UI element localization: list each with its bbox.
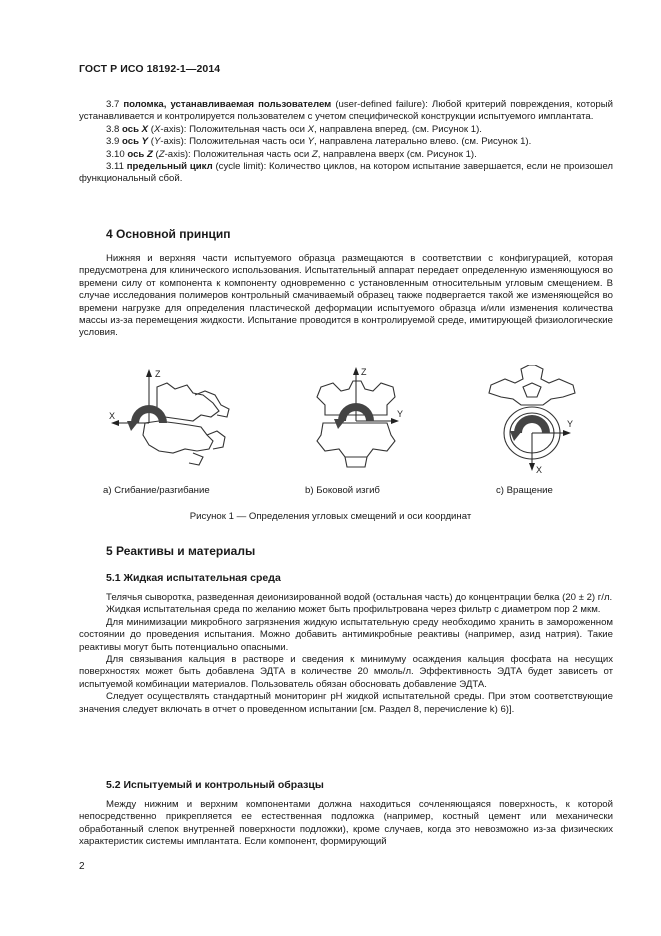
figure-1b-lateral-bending-illustration [301,365,411,470]
section-5-1-heading: 5.1 Жидкая испытательная среда [106,572,281,584]
section-5-heading: 5 Реактивы и материалы [106,544,256,558]
paragraph: Нижняя и верхняя части испытуемого образца размещаются в соответствии с конфигурацией, которая предусмотрена для клинического использования. Испытательный аппарат передает определенную изменяющуюся во времени силу от компонента к компоненту одновременно с установленным относительным угловым смещением. В случае исследования полимеров контрольный смачиваемый образец также подвергается такой же изменяющейся во времени нагрузке для определения пластической деформации испытуемого образца и/или изменения количества массы из-за перемещения жидкости. Испытание проводится в контролируемой среде, имитирующей физиологические условия. [79,253,613,339]
definition-3-11: 3.11 предельный цикл (cycle limit): Количество циклов, на котором испытание завершается, если не произошел функциональный сбой. [79,161,613,185]
term: поломка, устанавливаемая пользователем [123,99,332,110]
axis-z-label: Z [361,367,367,377]
section-5-2-heading: 5.2 Испытуемый и контрольный образцы [106,779,324,791]
definition-3-8: 3.8 ось X (X-axis): Положительная часть оси X, направлена вперед. (см. Рисунок 1). [106,123,482,135]
page-number: 2 [79,861,85,872]
paragraph: Для минимизации микробного загрязнения жидкую испытательную среду необходимо хранить в замороженном состоянии до проведения испытания. Можно добавить антимикробные реактивы (например, азид натрия). Такие реактивы могут быть потенциально опасными. [79,616,613,653]
document-header: ГОСТ Р ИСО 18192-1—2014 [79,63,221,75]
definition-3-10: 3.10 ось Z (Z-axis): Положительная часть оси Z, направлена вверх (см. Рисунок 1). [106,148,477,160]
paragraph: Следует осуществлять стандартный мониторинг рН жидкой испытательной среды. При этом соответствующие значения следует включать в отчет о проведенном испытании [см. Раздел 8, перечисление k) 6)]. [79,691,613,715]
paragraph: Телячья сыворотка, разведенная деионизированной водой (остальная часть) до концентрации белка (20 ± 2) г/л. [106,592,613,603]
axis-y-label: Y [567,419,574,429]
section-4-body [79,253,613,340]
axis-x-label: X [536,465,543,475]
axis-z-label: Z [155,369,161,379]
axis-x-label: X [109,411,116,421]
figure-1c-caption: с) Вращение [496,485,553,496]
section-4-heading: 4 Основной принцип [106,227,231,241]
figure-1b-caption: b) Боковой изгиб [305,485,380,496]
axis-y-label: Y [397,409,404,419]
paragraph: Между нижним и верхним компонентами должна находиться сочленяющаяся поверхность, к которой непосредственно прикрепляется ее естественная подложка (например, костный цемент или механически обработанный слепок внутренней поверхности подложки), кроме случаев, когда это невозможно из-за физических характеристик системы имплантата. Если компонент, формирующий [79,799,613,848]
definitions-block [79,99,613,186]
figure-1 [79,365,613,496]
paragraph: Для связывания кальция в растворе и сведения к минимуму осаждения кальция фосфата на несущих поверхностях может быть добавлена ЭДТА в количестве 20 ммоль/л. Эффективность ЭДТА будет зависеть от испытуемой комбинации материалов. Пользователь обязан обосновать добавление ЭДТА. [79,654,613,690]
figure-1a-flexion-illustration [109,365,239,470]
section-5-1-body [79,592,613,716]
section-5-2-body [79,799,613,849]
figure-1c-rotation-illustration [477,365,587,475]
figure-1-title: Рисунок 1 — Определения угловых смещений и оси координат [189,511,472,522]
definition-3-9: 3.9 ось Y (Y-axis): Положительная часть оси Y, направлена латерально влево. (см. Рисунок 1). [106,136,532,148]
figure-1a-caption: а) Сгибание/разгибание [103,485,210,496]
definition-3-7: 3.7 поломка, устанавливаемая пользователем (user-defined failure): Любой критерий повреждения, который устанавливается и контролируется пользователем с учетом специфической конструкции испытуемого имплантата. [79,99,613,123]
paragraph: Жидкая испытательная среда по желанию может быть профильтрована через фильтр с диаметром пор 2 мкм. [106,604,601,616]
